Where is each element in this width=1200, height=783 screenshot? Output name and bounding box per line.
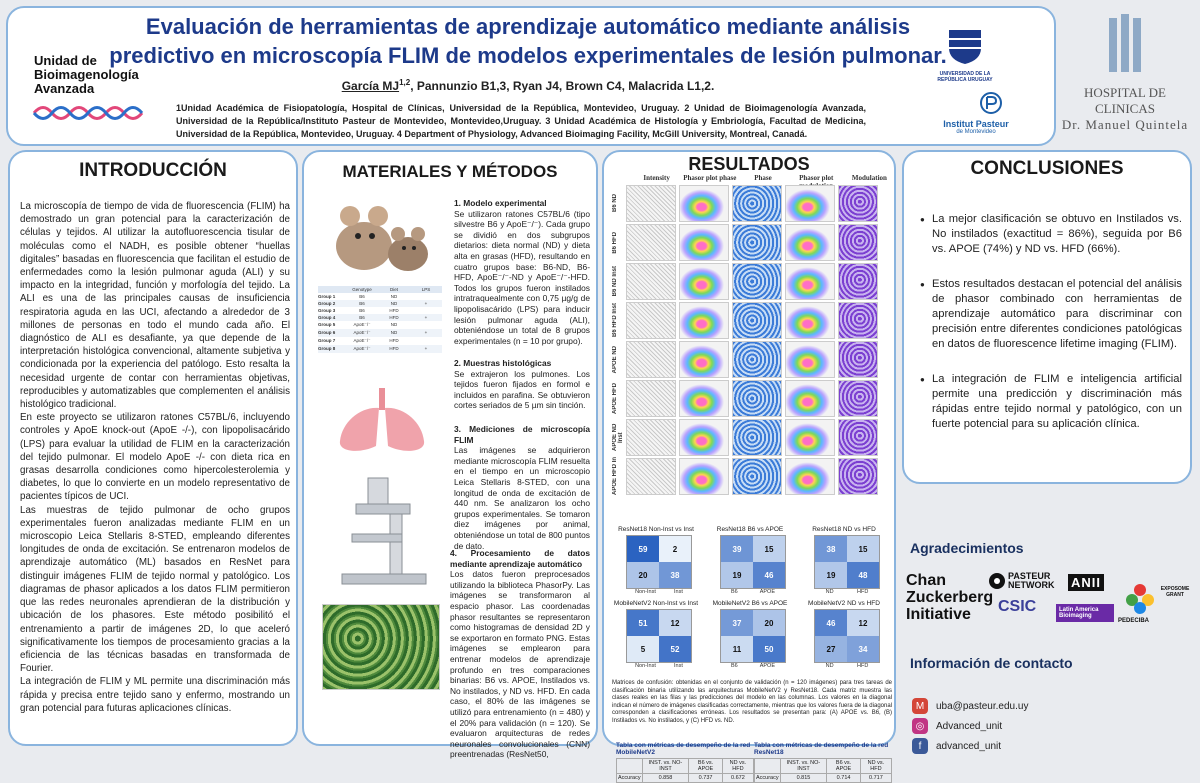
confusion-matrix bbox=[706, 526, 794, 595]
flim-image bbox=[785, 380, 835, 417]
cm-axis-label: APOE bbox=[759, 589, 775, 595]
cm-axis-label: B6 bbox=[730, 663, 738, 669]
flim-image bbox=[626, 380, 676, 417]
pasteur-logo: Institut Pasteur de Montevideo bbox=[936, 92, 1016, 135]
cm-cell: 12 bbox=[659, 610, 691, 636]
contact-instagram[interactable]: ◎ Advanced_unit bbox=[912, 718, 1002, 734]
flim-image bbox=[732, 458, 782, 495]
conclusion-item: ● La integración de FLIM e inteligencia artificial permite una predicción y discriminación más rápidas entre tejido normal y patológico, con un fuerte potencial para su aplicación clínica. bbox=[920, 372, 1182, 433]
flim-image bbox=[626, 224, 676, 261]
conclusion-item: ● La mejor clasificación se obtuvo en Instilados vs. No instilados (exactitud = 86%), seguida por B6 vs. APOE (74%) y ND vs. HFD (66%). bbox=[920, 212, 1182, 258]
exposome-logo: EXPOSOME GRANT bbox=[1160, 586, 1190, 598]
cm-cell: 51 bbox=[627, 610, 659, 636]
flim-image bbox=[732, 341, 782, 378]
flim-image bbox=[838, 224, 878, 261]
flim-image bbox=[732, 185, 782, 222]
hospital-building-icon bbox=[1095, 14, 1155, 74]
udelar-logo: UNIVERSIDAD DE LA REPÚBLICA URUGUAY bbox=[934, 26, 996, 83]
intro-paragraph: La microscopía de tiempo de vida de fluorescencia (FLIM) ha demostrado un gran potencial para la caracterización de células y tejidos. Al utilizar la autofluorescencia tisular de moléculas como el NADH, es posible obtener “huellas digitales” basadas en fluorescencia que facilitan el estudio de enfermedades como la lesión pulmonar aguda (ALI) y su impacto en la integridad, función y morfología del tejido. La ALI es una de las principales causas de insuficiencia respiratoria aguda en las UCI, afectando a alrededor de 3 millones de personas en todo el mundo cada año. El diagnóstico de ALI es desafiante, ya que depende de la interpretación histológica convencional, altamente subjetiva y condicionada por la experiencia del patólogo. Esto resalta la necesidad urgente de contar con herramientas objetivas, reproducibles y automatizables que complementen el análisis histológico tradicional. bbox=[20, 201, 290, 411]
flim-row-label: B6 HFD Inst bbox=[612, 303, 618, 338]
cm-cell: 39 bbox=[721, 536, 753, 562]
flim-image bbox=[626, 302, 676, 339]
header-panel bbox=[6, 6, 1056, 146]
cm-cell: 27 bbox=[815, 636, 847, 662]
groups-table-row: Group 6 ApoE⁻/⁻ ND + bbox=[318, 329, 442, 337]
cm-title: MobileNetV2 Non-Inst vs Inst bbox=[613, 600, 699, 607]
conclusions-panel bbox=[902, 150, 1192, 484]
conclusions-title: CONCLUSIONES bbox=[970, 158, 1124, 179]
cm-cell: 20 bbox=[753, 610, 785, 636]
results-title: RESULTADOS bbox=[688, 154, 810, 174]
flim-row-label: APOE ND Inst bbox=[612, 423, 624, 452]
dna-icon bbox=[34, 102, 144, 124]
flim-row-label: APOE ND bbox=[612, 345, 618, 374]
cm-cell: 50 bbox=[753, 636, 785, 662]
flim-image bbox=[785, 341, 835, 378]
flim-row bbox=[612, 184, 894, 223]
instagram-icon: ◎ bbox=[912, 718, 928, 734]
intro-body bbox=[20, 200, 290, 715]
cm-caption: Matrices de confusión: obtenidas en el conjunto de validación (n = 120 imágenes) para tres tareas de clasificación binaria utilizando las arquitecturas MobileNetV2 y ResNet18. Cada matriz muestra las clases reales en las filas y las predicciones del modelo en las columnas. Los valores en la diagonal indican el número de imágenes clasificadas correctamente, mientras que los valores fuera de la diagonal corresponden a clasificaciones erróneas. Los resultados se presentan para: (A) APOE vs. B6, (B) Instilados vs. No instilados, y (C) HFD vs. ND. bbox=[612, 680, 892, 724]
cm-cell: 38 bbox=[815, 536, 847, 562]
confusion-matrix bbox=[612, 600, 700, 669]
acknowledgements-title: Agradecimientos bbox=[910, 540, 1024, 556]
cm-cell: 48 bbox=[847, 562, 879, 588]
lungs-icon bbox=[332, 386, 432, 456]
cm-cell: 5 bbox=[627, 636, 659, 662]
confusion-matrix bbox=[612, 526, 700, 595]
cm-cell: 59 bbox=[627, 536, 659, 562]
cm-axis-label: HFD bbox=[856, 589, 869, 595]
flim-row-label: B6 ND Inst bbox=[612, 266, 618, 297]
flim-image bbox=[679, 302, 729, 339]
confusion-matrix bbox=[800, 600, 888, 669]
cm-axis-label: Non-Inst bbox=[635, 589, 656, 595]
lab-logo: Latin America Bioimaging bbox=[1056, 604, 1114, 622]
cm-axis-label: B6 bbox=[730, 589, 738, 595]
cm-cell: 12 bbox=[847, 610, 879, 636]
flim-image bbox=[626, 341, 676, 378]
flim-image bbox=[679, 185, 729, 222]
flim-row bbox=[612, 379, 894, 418]
method-4: 4. Procesamiento de datos mediante aprendizaje automático Los datos fueron preprocesados utilizando la biblioteca PhasorPy. Las imágenes se transformaron al espacio phasor. Las coordenadas phasor resultantes se representaron como histogramas de densidad 2D y se exportaron en formato PNG. Estas imágenes se emplearon para entrenar modelos de aprendizaje profundo en tres comparaciones binarias: B6 vs. APOE, Instilados vs. No instilados, y ND vs. HFD. En cada caso, el 80% de las imágenes se utilizó para entrenamiento (n = 480) y el 20% para validación (n = 120). Se evaluaron arquitecturas de redes neuronales convolucionales (CNN) preentrenadas (ResNet50, bbox=[450, 548, 590, 760]
flim-row bbox=[612, 262, 894, 301]
flim-row-label: APOE HFD bbox=[612, 382, 618, 414]
flim-image bbox=[838, 263, 878, 300]
results-panel bbox=[602, 150, 896, 781]
cm-cell: 11 bbox=[721, 636, 753, 662]
contact-title: Información de contacto bbox=[910, 655, 1073, 671]
flim-row bbox=[612, 301, 894, 340]
flim-row-label: B6 ND bbox=[612, 194, 618, 213]
method-2: 2. Muestras histológicas Se extrajeron los pulmones. Los tejidos fueron fijados en formol e incluidos en parafina. Se obtuvieron cortes seriados de 5 µm sin tinción. bbox=[454, 358, 590, 411]
flim-image bbox=[785, 185, 835, 222]
flim-image bbox=[626, 419, 676, 456]
cm-cell: 38 bbox=[659, 562, 691, 588]
csic-logo: CSIC bbox=[998, 598, 1037, 615]
microscope-icon bbox=[328, 470, 438, 590]
cm-axis-label: ND bbox=[825, 589, 834, 595]
facebook-icon: f bbox=[912, 738, 928, 754]
cm-cell: 46 bbox=[753, 562, 785, 588]
flim-image bbox=[679, 380, 729, 417]
flim-row-label: B6 HFD bbox=[612, 231, 618, 254]
udelar-crest-icon bbox=[945, 26, 985, 66]
cm-axis-label: ND bbox=[825, 663, 834, 669]
cm-cell: 19 bbox=[815, 562, 847, 588]
groups-table-row: Group 8 ApoE⁻/⁻ HFD + bbox=[318, 345, 442, 353]
pedeciba-icon bbox=[1124, 582, 1156, 614]
tissue-image bbox=[322, 604, 440, 690]
flim-image bbox=[626, 458, 676, 495]
groups-table: Genotype Diet LPS Group 1 B6 ND Group 2 B6 ND + Group 3 B6 HFD Group 4 B6 HFD + Group 5 ApoE⁻/⁻ ND Group 6 ApoE⁻/⁻ ND + Group 7 ApoE⁻/⁻ HFD Group 8 ApoE⁻/⁻ HFD + bbox=[318, 286, 442, 353]
cm-cell: 34 bbox=[847, 636, 879, 662]
uba-logo: Unidad de Bioimagenología Avanzada bbox=[34, 54, 154, 129]
flim-row bbox=[612, 418, 894, 457]
flim-image bbox=[838, 419, 878, 456]
flim-image bbox=[785, 263, 835, 300]
flim-row bbox=[612, 457, 894, 496]
author-list: García MJ$^{1,2}$, Pannunzio B1,3, Ryan J4, Brown C4, Malacrida L1,2. bbox=[341, 78, 715, 93]
first-author: García MJ bbox=[341, 79, 400, 93]
cm-cell: 37 bbox=[721, 610, 753, 636]
flim-image bbox=[626, 263, 676, 300]
mice-icon bbox=[326, 194, 436, 274]
mail-icon: M bbox=[912, 698, 928, 714]
flim-image-grid bbox=[612, 184, 894, 496]
cm-title: MobileNetV2 B6 vs APOE bbox=[712, 600, 788, 607]
confusion-matrix bbox=[706, 600, 794, 669]
groups-table-row: Group 2 B6 ND + bbox=[318, 300, 442, 307]
method-3: 3. Mediciones de microscopía FLIM Las imágenes se adquirieron mediante microscopía FLIM resuelta en el tiempo en un microscopio Leica Stellaris 8-STED, con una longitud de onda de excitación de 440 nm. Se analizaron los ocho grupos experimentales. Se tomaron diez imágenes por animal, obteniéndose un total de 800 puntos de dato. bbox=[454, 424, 590, 551]
cm-axis-label: APOE bbox=[759, 663, 775, 669]
confusion-matrix bbox=[800, 526, 888, 595]
introduction-panel bbox=[8, 150, 298, 746]
flim-image bbox=[838, 458, 878, 495]
flim-image bbox=[785, 458, 835, 495]
cm-title: ResNet18 Non-Inst vs Inst bbox=[618, 526, 694, 533]
contact-facebook[interactable]: f advanced_unit bbox=[912, 738, 1001, 754]
pasteur-network-logo: PASTEUR NETWORK bbox=[988, 572, 1055, 590]
anii-logo: ANII bbox=[1068, 574, 1104, 591]
groups-table-row: Group 3 B6 HFD bbox=[318, 307, 442, 314]
metrics-table-resnet: Tabla con métricas de desempeño de la red ResNet18 INST. vs. NO-INST B6 vs. APOE ND vs. HFD Accuracy 0.815 0.714 0.717 bbox=[754, 742, 892, 783]
sponsor-logos: Chan Zuckerberg Initiative PASTEUR NETWORK ANII PEDECIBA EXPOSOME GRANT CSIC Latin America Bioimaging bbox=[906, 571, 1190, 624]
flim-row bbox=[612, 340, 894, 379]
flim-image bbox=[838, 380, 878, 417]
flim-image bbox=[732, 419, 782, 456]
cm-title: MobileNetV2 ND vs HFD bbox=[808, 600, 880, 607]
methods-panel bbox=[302, 150, 598, 760]
cm-cell: 15 bbox=[753, 536, 785, 562]
method-1: 1. Modelo experimental Se utilizaron ratones C57BL/6 (tipo silvestre B6 y ApoE⁻/⁻). Cada grupo se dividió en dos subgrupos dietarios: dieta normal (ND) y dieta alta en grasas (HFD), resultando en cuatro grupos base: B6-ND, B6-HFD, ApoE⁻/⁻-ND y ApoE⁻/⁻-HFD. Todos los grupos fueron instilados intratraquealmente con 0,75 µg/g de lipopolisacárido (LPS) para inducir lesión pulmonar aguda (ALI), obteniéndose un total de 8 grupos experimentales (n = 10 por grupo). bbox=[454, 198, 590, 346]
results-column-heads: Intensity Phasor plot phase Phase Phasor plot Modulation bbox=[643, 174, 887, 182]
flim-image bbox=[732, 380, 782, 417]
flim-image bbox=[732, 302, 782, 339]
groups-table-row: Group 7 ApoE⁻/⁻ HFD bbox=[318, 337, 442, 345]
intro-paragraph: La integración de FLIM y ML permite una discriminación más rápida y precisa entre tejido sano y enfermo, mostrando un gran potencial para futuras aplicaciones clínicas. bbox=[20, 676, 290, 714]
intro-paragraph: Las muestras de tejido pulmonar de ocho grupos experimentales fueron analizadas mediante FLIM en un microscopio Leica Stellaris 8-STED, empleando diferentes longitudes de onda de excitación. Se entrenaron modelos de aprendizaje automático (ML) basados en ResNet para distinguir imágenes FLIM de tejido normal y patológico. Los diagramas de phasor aplicados a los datos FLIM permitieron que las redes neuronales aprendieran de la distribución y ubicación de los phasores. Este método posibilitó el entrenamiento a partir de imágenes 2D, lo que aceleró significativamente los tiempos de procesamiento gracias a la eficiencia de las técnicas basadas en transformada de Fourier. bbox=[20, 504, 290, 675]
network-icon bbox=[988, 572, 1006, 590]
contact-email[interactable]: M uba@pasteur.edu.uy bbox=[912, 698, 1028, 714]
flim-image bbox=[785, 302, 835, 339]
flim-image bbox=[679, 263, 729, 300]
cm-cell: 46 bbox=[815, 610, 847, 636]
cm-axis-label: Non-Inst bbox=[635, 663, 656, 669]
methods-title: MATERIALES Y MÉTODOS bbox=[342, 162, 558, 181]
flim-image bbox=[785, 419, 835, 456]
affiliations: 1Unidad Académica de Fisiopatología, Hospital de Clínicas, Universidad de la República, Montevideo, Uruguay. 2 Unidad de Bioimagenología Avanzada, Universidad de la República/Instituto Pasteur de Montevideo, Montevideo,Uruguay. 3 Unidad Académica de Histología y Embriología, Facultad de Medicina, Universidad de la República, Montevideo, Uruguay. 4 Department of Physiology, Advanced Bioimaging Facility, McGill University, Montreal, Canadá. bbox=[176, 103, 866, 139]
groups-table-row: Group 1 B6 ND bbox=[318, 293, 442, 300]
flim-image bbox=[838, 341, 878, 378]
groups-table-row: Group 5 ApoE⁻/⁻ ND bbox=[318, 321, 442, 329]
czi-logo: Chan Zuckerberg Initiative bbox=[906, 572, 994, 623]
flim-image bbox=[679, 341, 729, 378]
metrics-table-mobilenet: Tabla con métricas de desempeño de la red MobileNetV2 INST. vs. NO-INST B6 vs. APOE ND vs. HFD Accuracy 0.858 0.737 0.672 bbox=[616, 742, 754, 783]
cm-axis-label: Inst bbox=[674, 589, 683, 595]
poster-title: Evaluación de herramientas de aprendizaje automático mediante análisis predictivo en microscopía FLIM de modelos experimentales de lesión pulmonar. bbox=[109, 14, 947, 68]
pasteur-icon bbox=[980, 92, 1002, 114]
cm-axis-label: Inst bbox=[674, 663, 683, 669]
flim-image bbox=[626, 185, 676, 222]
flim-image bbox=[679, 458, 729, 495]
flim-row-label: APOE HFD In bbox=[612, 457, 618, 496]
cm-title: ResNet18 B6 vs APOE bbox=[716, 526, 784, 533]
cm-cell: 20 bbox=[627, 562, 659, 588]
flim-image bbox=[732, 263, 782, 300]
flim-image bbox=[838, 185, 878, 222]
flim-image bbox=[679, 224, 729, 261]
intro-title: INTRODUCCIÓN bbox=[79, 160, 227, 181]
cm-cell: 2 bbox=[659, 536, 691, 562]
flim-image bbox=[679, 419, 729, 456]
cm-cell: 15 bbox=[847, 536, 879, 562]
cm-axis-label: HFD bbox=[856, 663, 869, 669]
flim-image bbox=[838, 302, 878, 339]
flim-image bbox=[732, 224, 782, 261]
groups-table-row: Group 4 B6 HFD + bbox=[318, 314, 442, 321]
hospital-clinicas-logo: HOSPITAL DE CLINICAS Dr. Manuel Quintela bbox=[1060, 14, 1190, 133]
cm-cell: 52 bbox=[659, 636, 691, 662]
cm-title: ResNet18 ND vs HFD bbox=[812, 526, 876, 533]
conclusions-list bbox=[920, 212, 1182, 451]
conclusion-item: ● Estos resultados destacan el potencial del análisis de phasor combinado con herramientas de aprendizaje automático para discriminar con precisión entre diferentes condiciones patológicas en datos de fluorescence lifetime imaging (FLIM). bbox=[920, 277, 1182, 353]
flim-image bbox=[785, 224, 835, 261]
cm-cell: 19 bbox=[721, 562, 753, 588]
intro-paragraph: En este proyecto se utilizaron ratones C57BL/6, incluyendo controles y ApoE knock-out (ApoE -/-), con lipopolisacárido (LPS) para evaluar la utilidad de FLIM en la caracterización del tejido pulmonar. El modelo ApoE -/- con dieta rica en grasas desarrolla condiciones como hipercolesterolemia y diabetes, lo que lo convierte en un modelo representativo de pacientes típicos de UCI. bbox=[20, 412, 290, 503]
flim-row bbox=[612, 223, 894, 262]
